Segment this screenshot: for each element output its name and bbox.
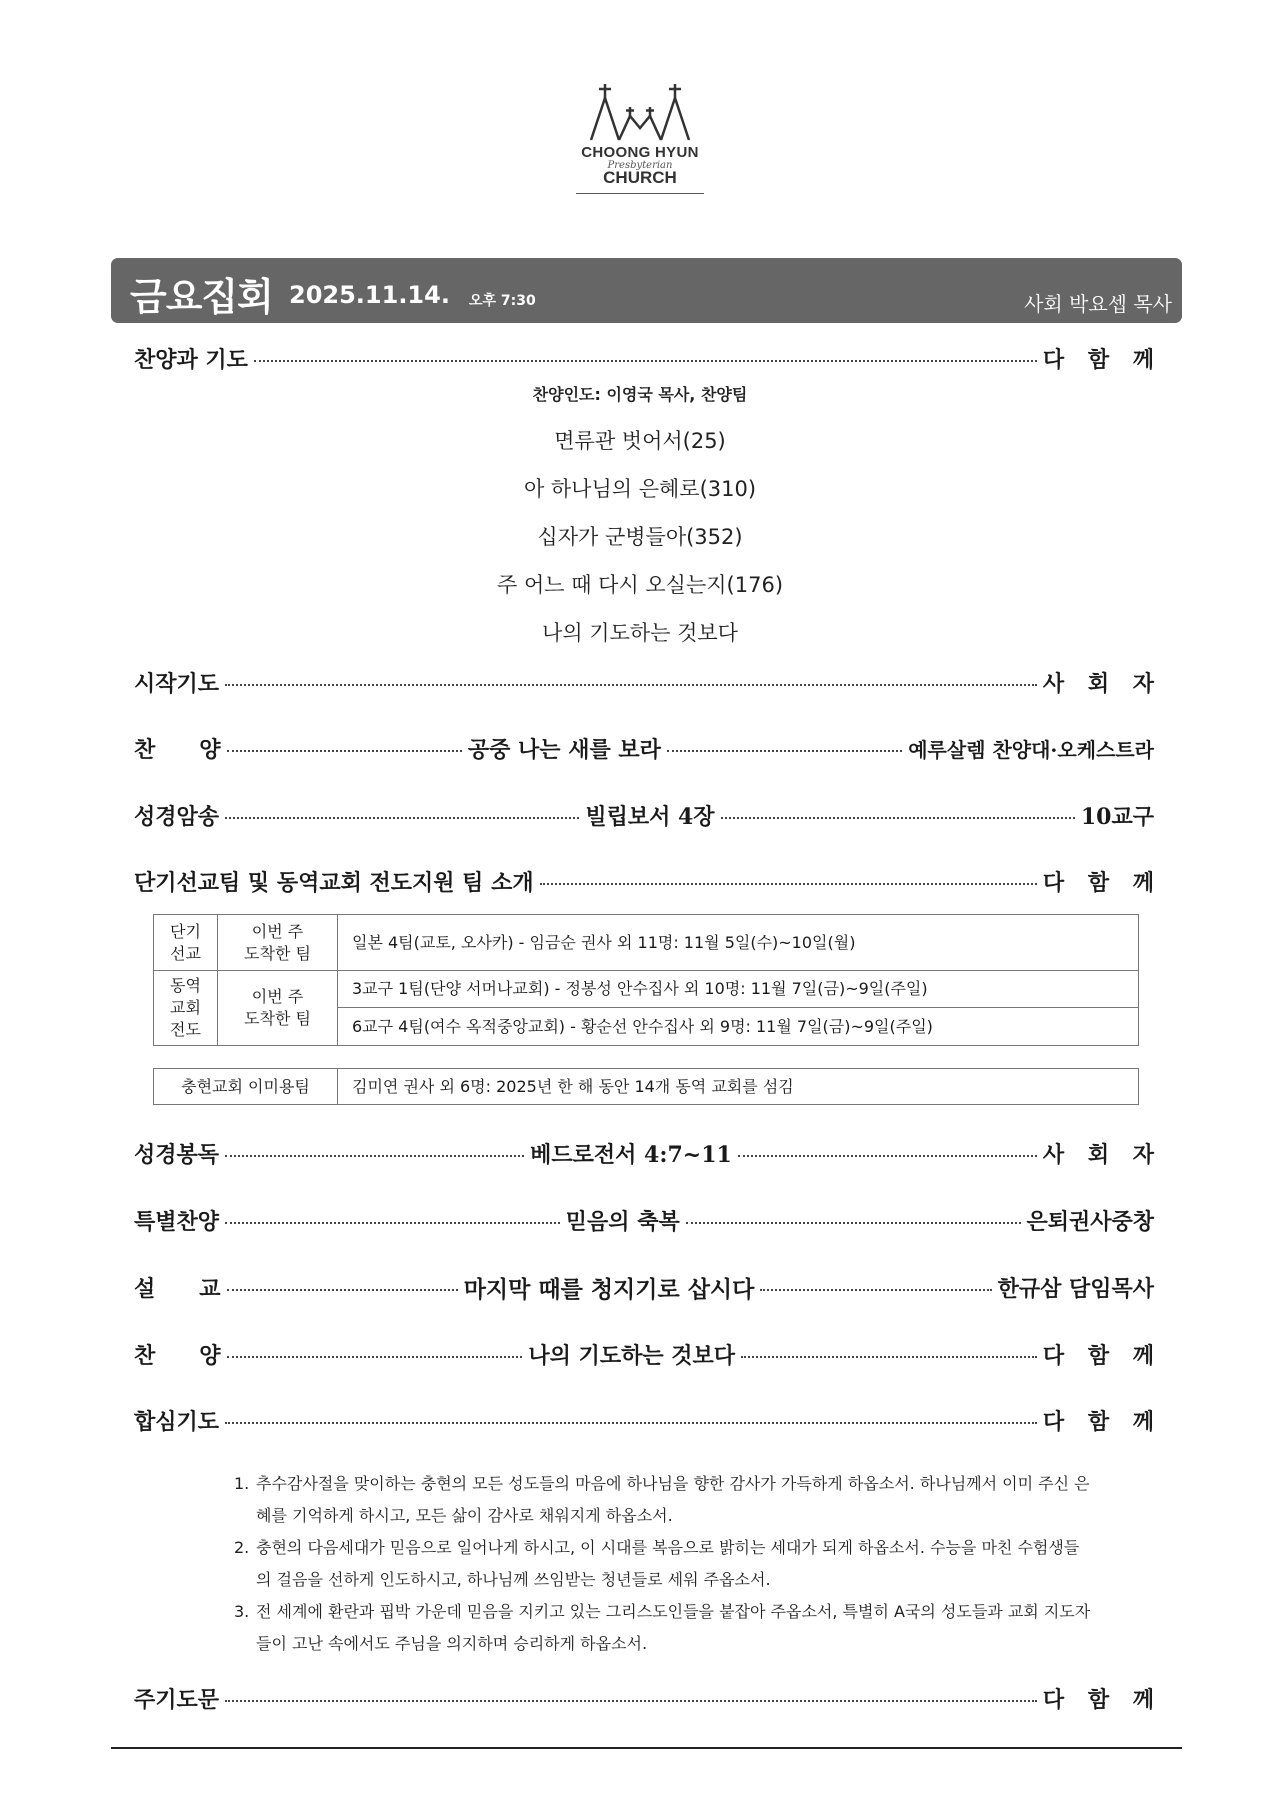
beauty-team-table <box>153 1068 1139 1105</box>
table-row <box>154 915 1139 971</box>
leader-dots <box>225 1155 524 1157</box>
leader-dots <box>760 1289 991 1291</box>
logo-line2: Presbyterian <box>607 160 673 171</box>
leader-dots <box>225 684 1037 686</box>
leader-dots <box>540 883 1037 885</box>
service-header <box>111 258 1182 323</box>
order-content: 믿음의 축복 <box>565 1208 680 1235</box>
leader-dots <box>227 1289 458 1291</box>
order-label: 주기도문 <box>134 1686 220 1713</box>
leader-dots <box>686 1222 1021 1224</box>
bottom-divider <box>111 1747 1182 1749</box>
sub-label: 이번 주 도착한 팀 <box>244 921 311 963</box>
order-label: 찬 양 <box>134 1342 221 1369</box>
prayer-number: 1. <box>234 1474 250 1493</box>
leader-dots <box>721 817 1075 819</box>
order-responsible: 사 회 자 <box>1042 1141 1162 1168</box>
service-time: 오후 7:30 <box>469 293 536 309</box>
prayer-number: 2. <box>234 1538 250 1557</box>
order-responsible: 예루살렘 찬양대·오케스트라 <box>908 737 1154 762</box>
order-label: 합심기도 <box>134 1408 220 1435</box>
leader-dots <box>254 360 1037 362</box>
category-label: 동역 교회 전도 <box>170 976 201 1039</box>
order-row <box>134 795 1154 835</box>
table-cell <box>154 915 218 971</box>
service-title: 금요집회 <box>130 275 273 319</box>
leader-dots <box>741 1356 1037 1358</box>
prayer-text: 충현의 다음세대가 믿음으로 일어나게 하시고, 이 시대를 복음으로 밝히는 세대가 되게 하옵소서. 수능을 마친 수험생들의 걸음을 선하게 인도하시고, 하나님께 쓰임받는 청년들로 세워 주옵소서. <box>256 1538 1080 1589</box>
song-item: 아 하나님의 은혜로(310) <box>523 477 757 501</box>
sub-label: 이번 주 도착한 팀 <box>244 987 311 1028</box>
order-content: 베드로전서 4:7~11 <box>530 1141 732 1168</box>
church-spires-icon <box>585 82 695 142</box>
order-label: 성경봉독 <box>134 1141 220 1168</box>
order-row <box>134 1200 1154 1240</box>
order-label: 시작기도 <box>134 670 220 697</box>
order-row <box>134 1334 1162 1374</box>
leader-dots <box>225 1222 560 1224</box>
song-item: 주 어느 때 다시 오실는지(176) <box>496 573 784 597</box>
leader-dots <box>667 750 902 752</box>
order-responsible: 10교구 <box>1080 803 1154 830</box>
order-row <box>134 861 1162 901</box>
leader-dots <box>225 1422 1037 1424</box>
order-row <box>134 1267 1154 1307</box>
order-label: 설 교 <box>134 1275 221 1302</box>
list-item <box>234 1596 1094 1660</box>
order-responsible: 사 회 자 <box>1042 670 1162 697</box>
order-row <box>134 728 1154 768</box>
table-cell <box>218 915 338 971</box>
order-label: 찬양과 기도 <box>134 346 248 373</box>
prayer-number: 3. <box>234 1602 250 1621</box>
list-item <box>234 1532 1094 1596</box>
order-responsible: 다 함 께 <box>1042 346 1162 373</box>
church-logo <box>570 82 710 208</box>
order-row <box>134 1400 1162 1440</box>
logo-line1: CHOONG HYUN <box>581 144 699 161</box>
order-content: 나의 기도하는 것보다 <box>528 1342 736 1369</box>
order-row <box>134 1678 1162 1718</box>
sermon-title: 마지막 때를 청지기로 삽시다 <box>463 1275 755 1303</box>
table-cell: 일본 4팀(교토, 오사카) - 임금순 권사 외 11명: 11월 5일(수)~10일(월) <box>338 915 1139 971</box>
leader-dots <box>738 1155 1037 1157</box>
logo-line3: CHURCH <box>603 168 677 187</box>
leader-dots <box>227 750 462 752</box>
service-host: 사회 박요셉 목사 <box>1024 292 1172 316</box>
prayer-text: 전 세계에 환란과 핍박 가운데 믿음을 지키고 있는 그리스도인들을 붙잡아 주옵소서, 특별히 A국의 성도들과 교회 지도자들이 고난 속에서도 주님을 의지하며 승리하게 하옵소서. <box>256 1602 1091 1653</box>
list-item <box>234 1468 1094 1532</box>
logo-rule <box>576 193 704 194</box>
song-item: 면류관 벗어서(25) <box>554 429 726 453</box>
prayer-text: 추수감사절을 맞이하는 충현의 모든 성도들의 마음에 하나님을 향한 감사가 가득하게 하옵소서. 하나님께서 이미 주신 은혜를 기억하게 하시고, 모든 삶이 감사로 채워지게 하옵소서. <box>256 1474 1090 1525</box>
song-item: 십자가 군병들아(352) <box>537 525 743 549</box>
order-label: 단기선교팀 및 동역교회 전도지원 팀 소개 <box>134 869 534 896</box>
table-cell: 충현교회 이미용팀 <box>154 1069 338 1105</box>
order-content: 공중 나는 새를 보라 <box>467 736 661 763</box>
order-responsible: 다 함 께 <box>1042 1408 1162 1435</box>
song-item: 나의 기도하는 것보다 <box>542 621 738 645</box>
table-cell: 6교구 4팀(여수 옥적중앙교회) - 황순선 안수집사 외 9명: 11월 7일(금)~9일(주일) <box>338 1008 1139 1046</box>
table-cell: 김미연 권사 외 6명: 2025년 한 해 동안 14개 동역 교회를 섬김 <box>338 1069 1139 1105</box>
worship-leader: 찬양인도: 이영국 목사, 찬양팀 <box>532 385 748 404</box>
leader-dots <box>225 1700 1037 1702</box>
leader-dots <box>227 1356 523 1358</box>
mission-team-table <box>153 914 1139 1046</box>
table-cell <box>154 971 218 1046</box>
table-row <box>154 1069 1139 1105</box>
order-label: 성경암송 <box>134 803 220 830</box>
order-row <box>134 662 1162 702</box>
order-row <box>134 338 1162 378</box>
order-responsible: 은퇴권사중창 <box>1026 1208 1155 1235</box>
leader-dots <box>225 817 579 819</box>
order-responsible: 한규삼 담임목사 <box>997 1275 1154 1302</box>
order-label: 특별찬양 <box>134 1208 220 1235</box>
table-cell <box>218 971 338 1046</box>
order-responsible: 다 함 께 <box>1042 869 1162 896</box>
order-content: 빌립보서 4장 <box>585 803 715 830</box>
order-responsible: 다 함 께 <box>1042 1686 1162 1713</box>
order-responsible: 다 함 께 <box>1042 1342 1162 1369</box>
order-row <box>134 1133 1162 1173</box>
order-label: 찬 양 <box>134 736 221 763</box>
service-date: 2025.11.14. <box>289 281 450 309</box>
table-cell: 3교구 1팀(단양 서머나교회) - 정봉성 안수집사 외 10명: 11월 7일(금)~9일(주일) <box>338 971 1139 1008</box>
table-row <box>154 971 1139 1008</box>
category-label: 단기 선교 <box>170 921 201 963</box>
prayer-list <box>234 1468 1094 1660</box>
